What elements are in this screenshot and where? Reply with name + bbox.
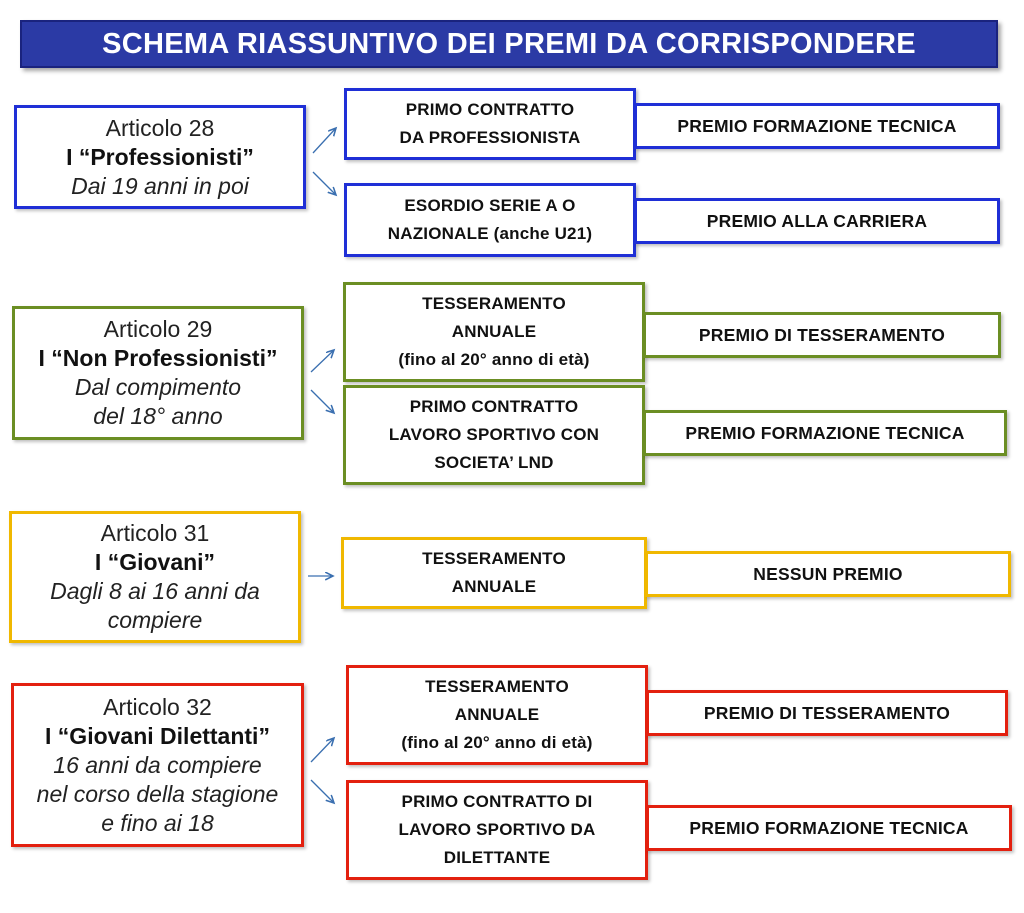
prize-label: PREMIO FORMAZIONE TECNICA	[685, 422, 965, 443]
event-line: PRIMO CONTRATTO DI	[401, 792, 593, 811]
prize-box	[634, 103, 1000, 149]
article-label: Articolo 29	[103, 316, 213, 342]
event-line: LAVORO SPORTIVO CON	[388, 425, 600, 444]
age-description: Dal compimento	[74, 374, 242, 400]
category-name: I “Non Professionisti”	[38, 345, 278, 371]
arrow-32-up	[311, 738, 334, 762]
page-title: SCHEMA RIASSUNTIVO DEI PREMI DA CORRISPONDERE	[20, 20, 998, 68]
article-label: Articolo 31	[100, 520, 210, 546]
arrow-32-down	[311, 780, 334, 803]
event-box	[343, 282, 645, 382]
event-box	[343, 385, 645, 485]
prize-box	[643, 410, 1007, 456]
article-label: Articolo 28	[105, 114, 215, 141]
prize-label: PREMIO ALLA CARRIERA	[706, 210, 928, 231]
age-description: nel corso della stagione	[36, 780, 279, 807]
prize-label: NESSUN PREMIO	[753, 563, 903, 584]
category-name: I “Giovani Dilettanti”	[45, 722, 270, 749]
age-description: del 18° anno	[93, 403, 223, 429]
event-line: SOCIETA’ LND	[434, 453, 554, 472]
event-line: DA PROFESSIONISTA	[399, 128, 581, 147]
prize-label: PREMIO DI TESSERAMENTO	[698, 324, 946, 345]
event-line: LAVORO SPORTIVO DA	[398, 820, 596, 839]
arrow-28-down	[313, 172, 336, 195]
event-line: ESORDIO SERIE A O	[404, 196, 576, 215]
article-32-box	[11, 683, 304, 847]
article-31-box	[9, 511, 301, 643]
age-description: 16 anni da compiere	[53, 751, 262, 778]
event-line: (fino al 20° anno di età)	[398, 350, 590, 369]
event-line: (fino al 20° anno di età)	[401, 733, 593, 752]
age-description: Dai 19 anni in poi	[71, 172, 249, 199]
prize-box	[645, 551, 1011, 597]
event-line: ANNUALE	[451, 577, 537, 596]
event-box	[344, 183, 636, 257]
event-box	[341, 537, 647, 609]
event-line: ANNUALE	[451, 322, 537, 341]
prize-label: PREMIO DI TESSERAMENTO	[703, 702, 951, 723]
prize-box	[646, 805, 1012, 851]
event-line: ANNUALE	[454, 705, 540, 724]
prize-label: PREMIO FORMAZIONE TECNICA	[689, 817, 969, 838]
event-box	[344, 88, 636, 160]
event-line: TESSERAMENTO	[425, 677, 569, 696]
age-description: compiere	[107, 607, 203, 633]
event-line: TESSERAMENTO	[422, 294, 566, 313]
prize-label: PREMIO FORMAZIONE TECNICA	[677, 115, 957, 136]
age-description: Dagli 8 ai 16 anni da	[50, 578, 260, 604]
arrow-29-up	[311, 350, 334, 372]
arrow-29-down	[311, 390, 334, 413]
article-28-box	[14, 105, 306, 209]
prize-box	[646, 690, 1008, 736]
event-line: TESSERAMENTO	[422, 549, 566, 568]
age-description: e fino ai 18	[101, 809, 214, 836]
event-line: PRIMO CONTRATTO	[405, 100, 575, 119]
event-line: PRIMO CONTRATTO	[409, 397, 579, 416]
event-line: NAZIONALE (anche U21)	[387, 224, 593, 243]
event-line: DILETTANTE	[443, 848, 551, 867]
arrow-28-up	[313, 128, 336, 153]
article-label: Articolo 32	[103, 693, 212, 720]
event-box	[346, 780, 648, 880]
event-box	[346, 665, 648, 765]
article-29-box	[12, 306, 304, 440]
category-name: I “Professionisti”	[66, 143, 254, 170]
prize-box	[643, 312, 1001, 358]
category-name: I “Giovani”	[94, 549, 216, 575]
prize-box	[634, 198, 1000, 244]
